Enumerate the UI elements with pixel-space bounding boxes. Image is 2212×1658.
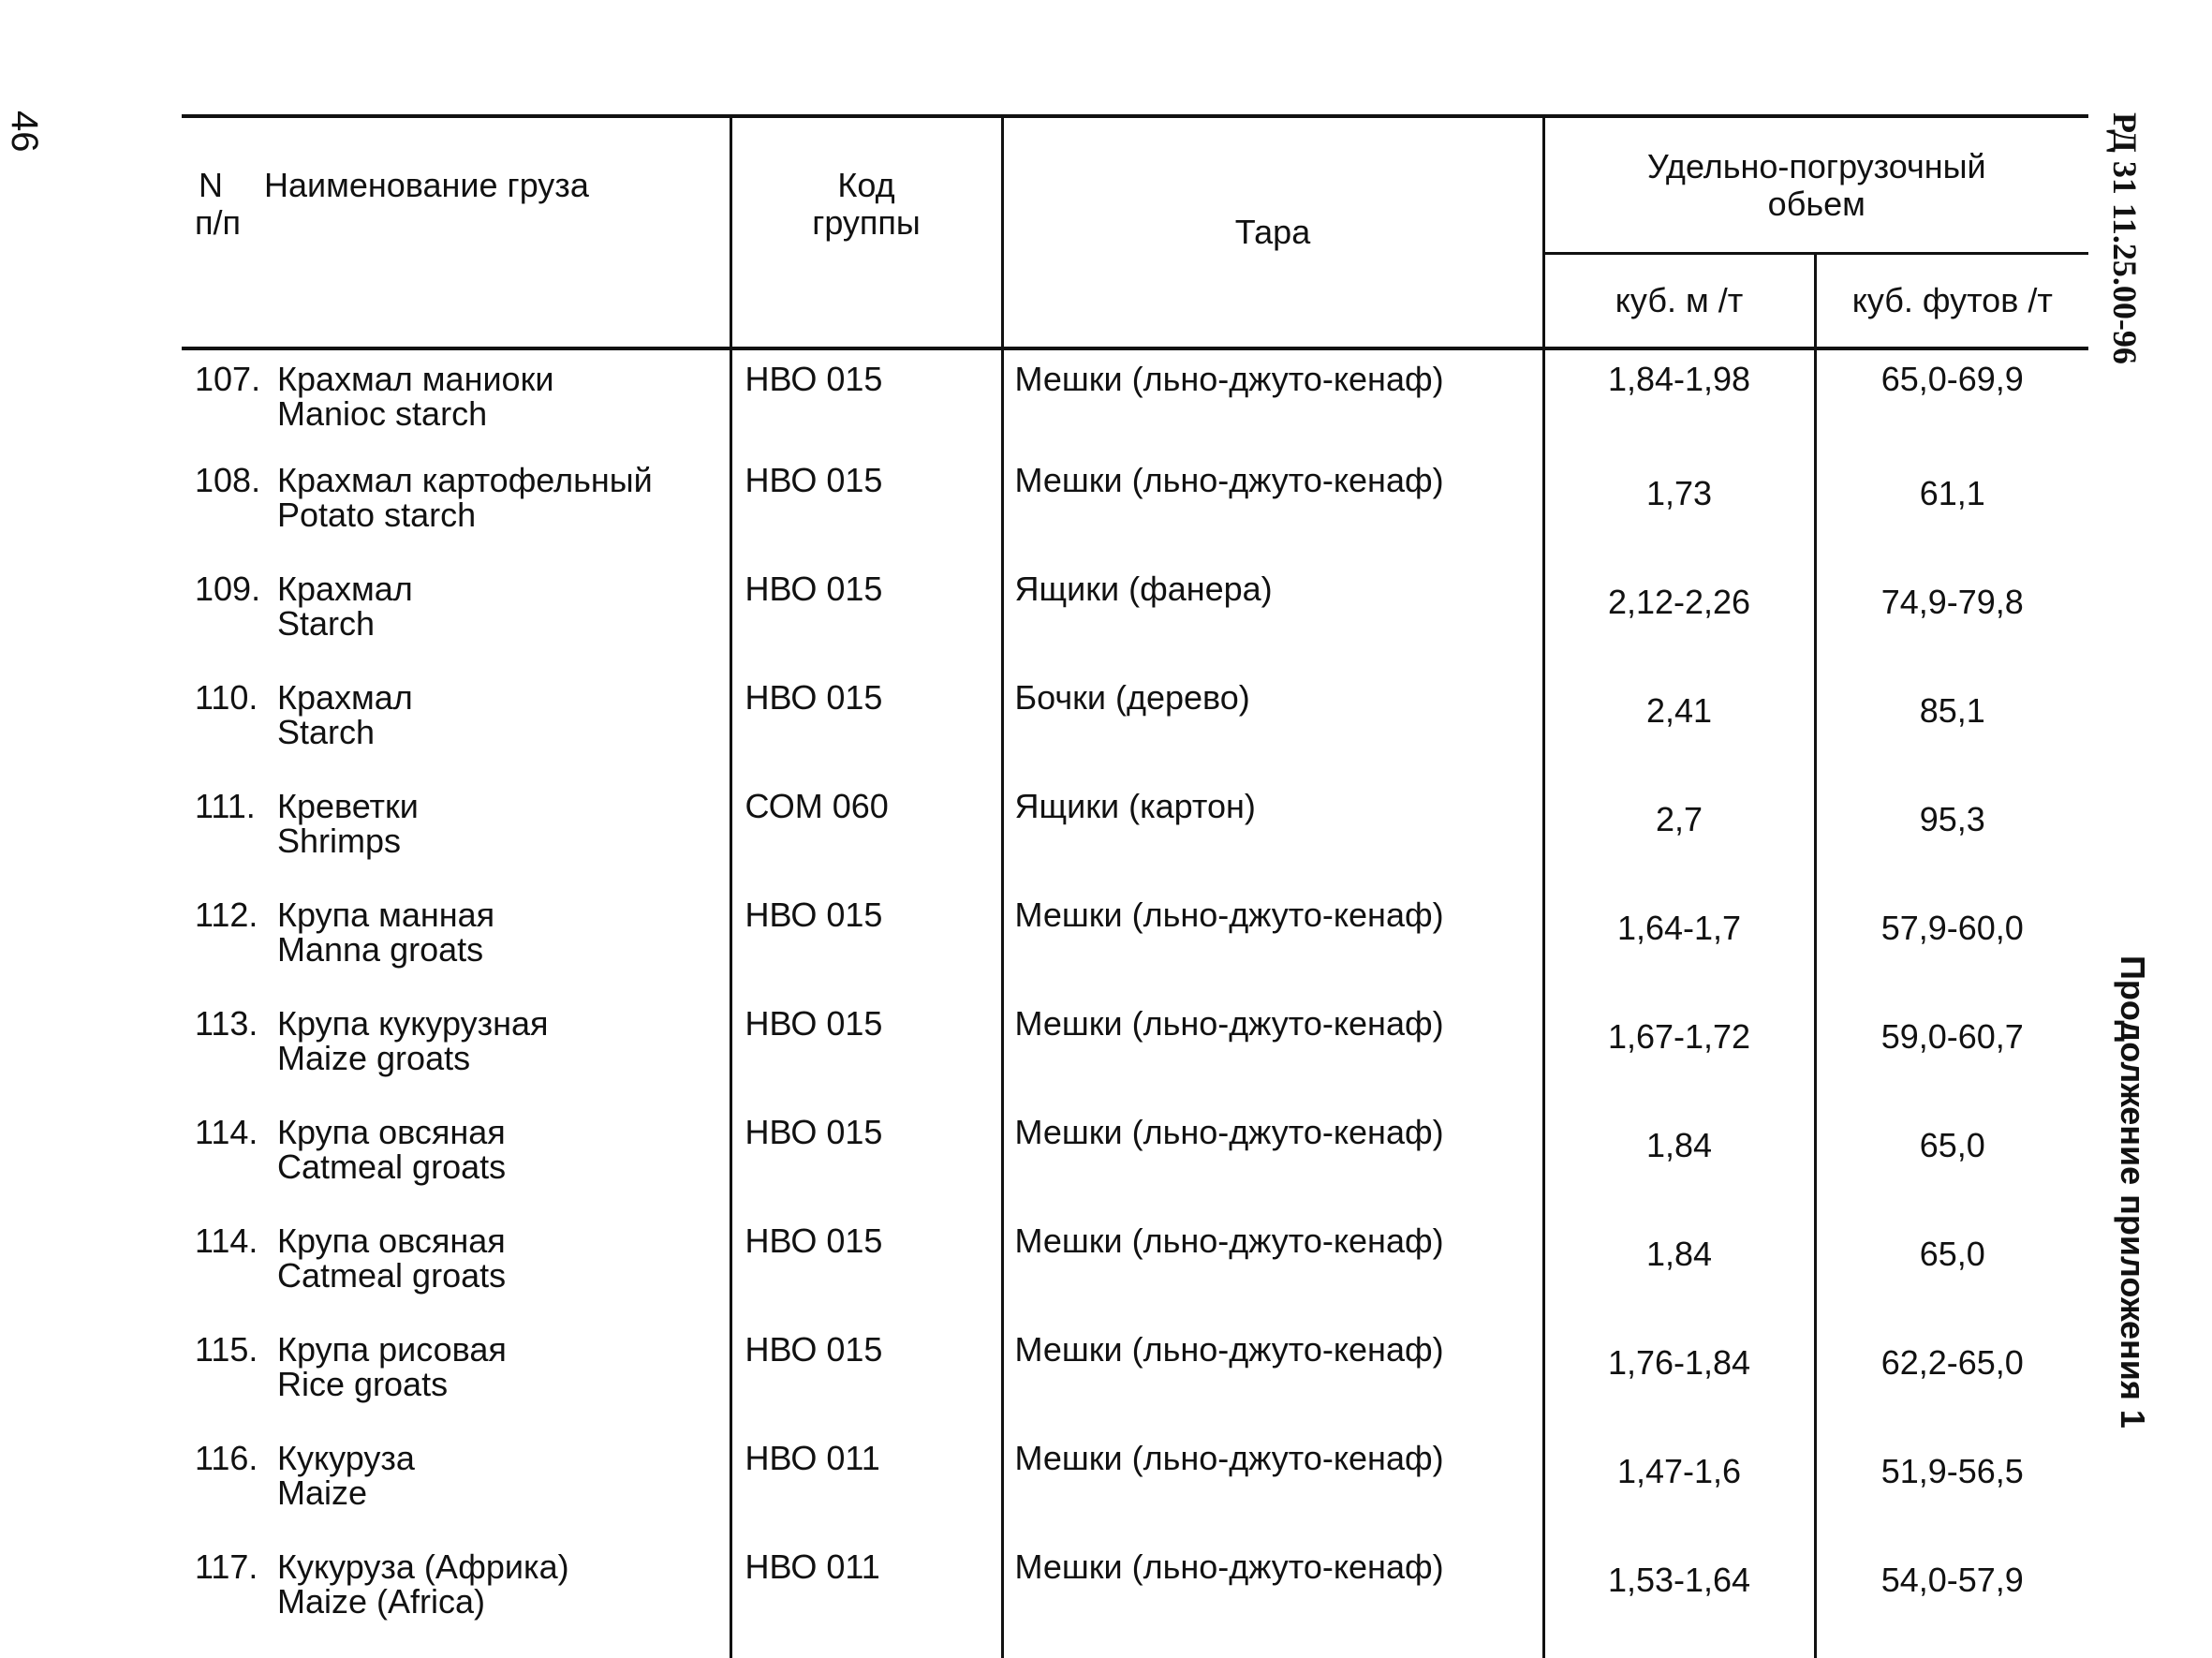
volume-ft-cell: 51,9-56,5 (1880, 1452, 2024, 1490)
document-code: РД 31 11.25.00-96 (2106, 112, 2144, 364)
cargo-name-cell (182, 680, 730, 789)
cargo-name-cell (182, 1549, 730, 1658)
volume-ft-cell: 74,9-79,8 (1880, 583, 2024, 621)
cargo-name-ru: Крупа кукурузная (277, 1004, 549, 1043)
header-unit-ft: куб. футов /т (1815, 254, 2088, 348)
header-code-line2: группы (812, 203, 921, 242)
cargo-name-en: Catmeal groats (277, 1147, 507, 1186)
continuation-note: Продолжение приложения 1 (2114, 955, 2152, 1429)
volume-m3-cell: 1,73 (1543, 463, 1815, 571)
volume-ft-cell: 85,1 (1919, 691, 1985, 730)
row-number: 110. (195, 678, 258, 717)
group-code-cell: НВО 015 (730, 680, 1002, 789)
header-packaging: Тара (1002, 116, 1543, 348)
packaging-cell: Мешки (льно-джуто-кенаф) (1002, 1549, 1543, 1658)
group-code-cell: СОМ 060 (730, 789, 1002, 897)
header-np: п/п (195, 203, 241, 242)
row-number: 112. (195, 896, 258, 934)
cargo-name-cell (182, 571, 730, 680)
header-volume-line1: Удельно-погрузочный (1646, 146, 1986, 185)
volume-m3-cell: 2,12-2,26 (1543, 571, 1815, 680)
volume-m3-cell: 1,67-1,72 (1543, 1006, 1815, 1115)
volume-ft-cell: 61,1 (1919, 474, 1985, 512)
table-row (182, 571, 2088, 680)
cargo-name-en: Maize (277, 1473, 368, 1512)
row-number: 116. (195, 1439, 258, 1477)
cargo-name-en: Starch (277, 604, 376, 643)
table-row (182, 463, 2088, 571)
header-n: N (199, 166, 223, 204)
packaging-cell: Мешки (льно-джуто-кенаф) (1002, 1006, 1543, 1115)
packaging-cell: Ящики (картон) (1002, 789, 1543, 897)
cargo-name-ru: Крахмал картофельный (277, 461, 653, 499)
cargo-table (182, 114, 2088, 1658)
cargo-name-en: Shrimps (277, 822, 402, 860)
row-number: 114. (195, 1221, 258, 1260)
cargo-name-ru: Крахмал (277, 678, 413, 717)
group-code-cell: НВО 015 (730, 897, 1002, 1006)
table-row (182, 897, 2088, 1006)
table-row (182, 680, 2088, 789)
packaging-cell: Бочки (дерево) (1002, 680, 1543, 789)
cargo-name-en: Maize groats (277, 1039, 471, 1077)
header-cargo-name (182, 116, 730, 348)
table-row (182, 348, 2088, 463)
group-code-cell: НВО 015 (730, 1006, 1002, 1115)
table-row (182, 789, 2088, 897)
cargo-name-cell (182, 348, 730, 463)
row-number: 117. (195, 1547, 258, 1586)
cargo-name-ru: Кукуруза (Африка) (277, 1547, 569, 1586)
cargo-name-cell (182, 1441, 730, 1549)
volume-ft-cell: 65,0 (1919, 1235, 1985, 1273)
packaging-cell: Мешки (льно-джуто-кенаф) (1002, 348, 1543, 463)
cargo-name-ru: Крупа овсяная (277, 1113, 506, 1151)
cargo-name-ru: Крупа манная (277, 896, 495, 934)
header-stowage-volume (1543, 116, 2088, 254)
volume-m3-cell: 1,53-1,64 (1543, 1549, 1815, 1658)
volume-m3-cell: 1,64-1,7 (1543, 897, 1815, 1006)
table-row (182, 1223, 2088, 1332)
cargo-name-ru: Крахмал (277, 570, 413, 608)
group-code-cell: НВО 015 (730, 1332, 1002, 1441)
group-code-cell: НВО 015 (730, 348, 1002, 463)
group-code-cell: НВО 015 (730, 463, 1002, 571)
table-row (182, 1332, 2088, 1441)
cargo-name-ru: Крупа рисовая (277, 1330, 507, 1369)
cargo-name-en: Potato starch (277, 496, 477, 534)
cargo-name-cell (182, 1006, 730, 1115)
cargo-name-ru: Кукуруза (277, 1439, 415, 1477)
volume-m3-cell: 1,76-1,84 (1543, 1332, 1815, 1441)
table-row (182, 1549, 2088, 1658)
group-code-cell: НВО 015 (730, 1115, 1002, 1223)
packaging-cell: Мешки (льно-джуто-кенаф) (1002, 1441, 1543, 1549)
row-number: 115. (195, 1330, 258, 1369)
cargo-name-cell (182, 789, 730, 897)
volume-ft-cell: 65,0 (1919, 1126, 1985, 1164)
cargo-table-container (182, 114, 2088, 1658)
header-unit-m3: куб. м /т (1543, 254, 1815, 348)
volume-m3-cell: 1,84-1,98 (1543, 348, 1815, 463)
group-code-cell: НВО 015 (730, 1223, 1002, 1332)
cargo-name-ru: Креветки (277, 787, 419, 825)
table-body (182, 348, 2088, 1658)
row-number: 108. (195, 461, 261, 499)
cargo-name-en: Rice groats (277, 1365, 449, 1403)
cargo-name-ru: Крахмал маниоки (277, 360, 554, 398)
volume-m3-cell: 1,84 (1543, 1115, 1815, 1223)
row-number: 111. (195, 787, 256, 825)
packaging-cell: Мешки (льно-джуто-кенаф) (1002, 1223, 1543, 1332)
group-code-cell: НВО 015 (730, 571, 1002, 680)
cargo-name-cell (182, 1115, 730, 1223)
row-number: 114. (195, 1113, 258, 1151)
volume-ft-cell: 57,9-60,0 (1880, 909, 2024, 947)
table-row (182, 1006, 2088, 1115)
volume-ft-cell: 62,2-65,0 (1880, 1343, 2024, 1382)
volume-m3-cell: 2,41 (1543, 680, 1815, 789)
table-header (182, 116, 2088, 348)
header-code-line1: Код (837, 166, 895, 204)
packaging-cell: Мешки (льно-джуто-кенаф) (1002, 463, 1543, 571)
packaging-cell: Мешки (льно-джуто-кенаф) (1002, 1332, 1543, 1441)
cargo-name-en: Manna groats (277, 930, 484, 969)
table-row (182, 1115, 2088, 1223)
cargo-name-en: Maize (Africa) (277, 1582, 486, 1621)
group-code-cell: НВО 011 (730, 1549, 1002, 1658)
cargo-name-cell (182, 897, 730, 1006)
group-code-cell: НВО 011 (730, 1441, 1002, 1549)
packaging-cell: Мешки (льно-джуто-кенаф) (1002, 1115, 1543, 1223)
volume-m3-cell: 1,84 (1543, 1223, 1815, 1332)
cargo-name-cell (182, 1223, 730, 1332)
header-group-code (730, 116, 1002, 348)
cargo-name-en: Manioc starch (277, 394, 488, 433)
row-number: 107. (195, 360, 261, 398)
volume-m3-cell: 2,7 (1543, 789, 1815, 897)
header-name-label: Наименование груза (264, 166, 589, 204)
volume-ft-cell: 65,0-69,9 (1880, 360, 2024, 398)
volume-m3-cell: 1,47-1,6 (1543, 1441, 1815, 1549)
cargo-name-en: Catmeal groats (277, 1256, 507, 1295)
row-number: 109. (195, 570, 261, 608)
volume-ft-cell: 95,3 (1919, 800, 1985, 838)
packaging-cell: Ящики (фанера) (1002, 571, 1543, 680)
header-volume-line2: обьем (1767, 184, 1865, 223)
table-row (182, 1441, 2088, 1549)
row-number: 113. (195, 1004, 258, 1043)
cargo-name-ru: Крупа овсяная (277, 1221, 506, 1260)
packaging-cell: Мешки (льно-джуто-кенаф) (1002, 897, 1543, 1006)
cargo-name-en: Starch (277, 713, 376, 751)
volume-ft-cell: 54,0-57,9 (1880, 1561, 2024, 1599)
volume-ft-cell: 59,0-60,7 (1880, 1017, 2024, 1056)
cargo-name-cell (182, 463, 730, 571)
cargo-name-cell (182, 1332, 730, 1441)
page-number: 46 (4, 111, 45, 153)
